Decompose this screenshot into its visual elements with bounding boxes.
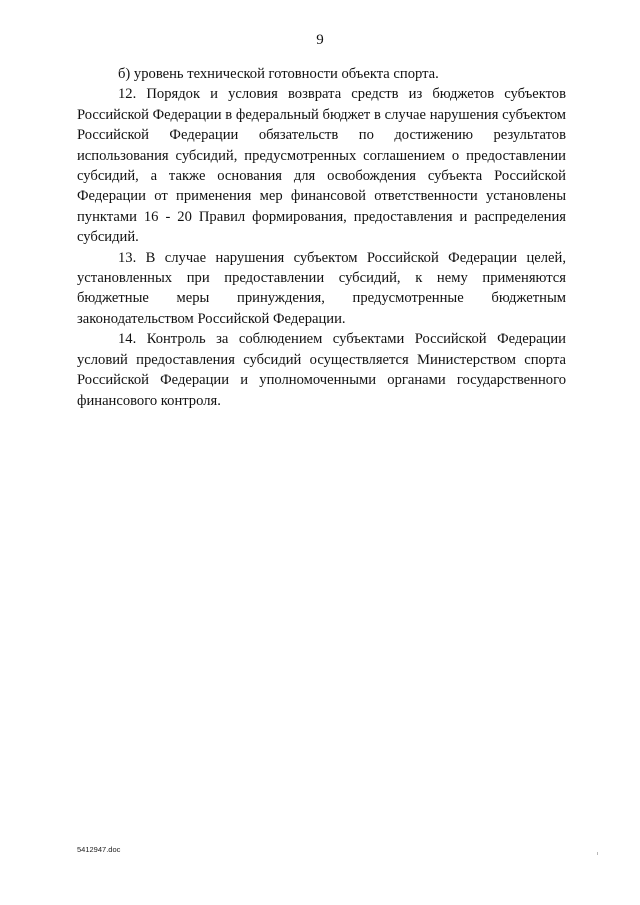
paragraph-item-b: б) уровень технической готовности объекта спорта. [118, 66, 439, 82]
page-number: 9 [316, 32, 324, 48]
footer-file-name: 5412947.doc [77, 845, 121, 854]
scan-mark [597, 852, 598, 855]
paragraph-14-control: 14. Контроль за соблюдением субъектами Российской Федерации условий предоставления субсидий осуществляется Министерством спорта Российской Федерации и уполномоченными органами государственного финансового контроля. [77, 331, 566, 409]
document-body [77, 64, 566, 411]
paragraph-12-refund-procedure: 12. Порядок и условия возврата средств из бюджетов субъектов Российской Федерации в федеральный бюджет в случае нарушения субъектом Российской Федерации обязательств по достижению результатов использования субсидий, предусмотренных соглашением о предоставлении субсидий, а также основания для освобождения субъекта Российской Федерации от применения мер финансовой ответственности установлены пунктами 16 - 20 Правил формирования, предоставления и распределения субсидий. [77, 86, 566, 246]
paragraph-13-violation-measures: 13. В случае нарушения субъектом Российской Федерации целей, установленных при предоставлении субсидий, к нему применяются бюджетные меры принуждения, предусмотренные бюджетным законодательством Российской Федерации. [77, 249, 566, 327]
